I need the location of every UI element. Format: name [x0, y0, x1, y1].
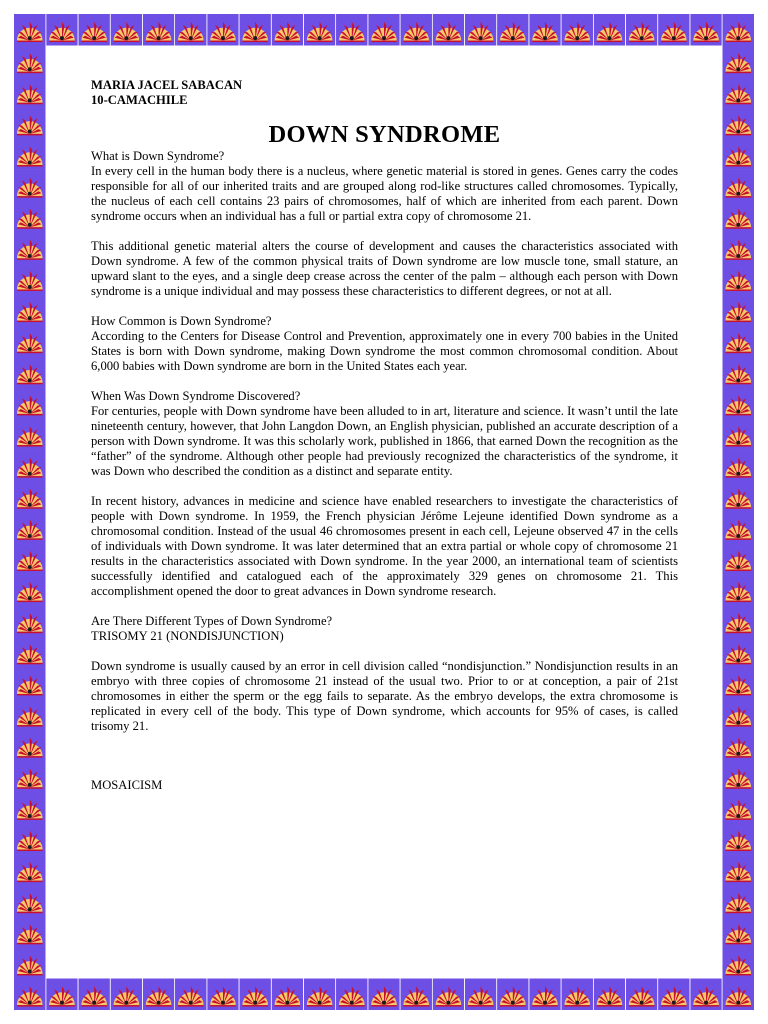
paragraph-traits: This additional genetic material alters the course of development and causes the characteristics associated with Down syndrome. A few of the common physical traits of Down syndrome are low muscle tone, small stature, an upward slant to the eyes, and a single deep crease across the center of the palm – although each person with Down syndrome is a unique individual and may possess these characteristics to different degrees, or not at all.	[91, 239, 678, 298]
heading-trisomy-21: TRISOMY 21 (NONDISJUNCTION)	[91, 629, 284, 643]
fan-flower-icon	[433, 979, 465, 1011]
fan-flower-icon	[465, 14, 497, 46]
fan-flower-icon	[529, 14, 561, 46]
fan-flower-icon	[14, 14, 46, 46]
fan-flower-icon	[14, 76, 46, 108]
fan-flower-icon	[497, 14, 529, 46]
fan-flower-icon	[723, 730, 755, 762]
document-title: DOWN SYNDROME	[268, 121, 501, 148]
fan-flower-icon	[304, 979, 336, 1011]
fan-flower-icon	[14, 761, 46, 793]
fan-flower-icon	[723, 979, 755, 1011]
fan-flower-icon	[14, 138, 46, 170]
fan-flower-icon	[14, 201, 46, 233]
fan-flower-icon	[207, 979, 239, 1011]
fan-flower-icon	[723, 512, 755, 544]
fan-flower-icon	[272, 14, 304, 46]
fan-flower-icon	[626, 14, 658, 46]
fan-flower-icon	[14, 698, 46, 730]
fan-flower-icon	[14, 636, 46, 668]
paragraph-prevalence: According to the Centers for Disease Control and Prevention, approximately one in every 700 babies in the United States is born with Down syndrome, making Down syndrome the most common chromosomal condition. About 6,000 babies with Down syndrome are born in the United States each year.	[91, 329, 678, 373]
fan-flower-icon	[336, 14, 368, 46]
fan-flower-icon	[723, 201, 755, 233]
fan-flower-icon	[465, 979, 497, 1011]
fan-flower-icon	[594, 979, 626, 1011]
fan-flower-icon	[14, 854, 46, 886]
fan-flower-icon	[658, 979, 690, 1011]
fan-flower-icon	[723, 667, 755, 699]
fan-flower-icon	[14, 481, 46, 513]
fan-flower-icon	[78, 14, 110, 46]
fan-flower-icon	[723, 76, 755, 108]
fan-flower-icon	[78, 979, 110, 1011]
fan-flower-icon	[14, 823, 46, 855]
fan-flower-icon	[723, 605, 755, 637]
question-types: Are There Different Types of Down Syndrome?	[91, 614, 333, 628]
fan-flower-icon	[111, 14, 143, 46]
fan-flower-icon	[239, 14, 271, 46]
fan-flower-icon	[14, 512, 46, 544]
document-body	[91, 78, 678, 793]
fan-flower-icon	[336, 979, 368, 1011]
fan-flower-icon	[723, 916, 755, 948]
fan-flower-icon	[143, 14, 175, 46]
question-how-common: How Common is Down Syndrome?	[91, 314, 272, 328]
fan-flower-icon	[14, 667, 46, 699]
heading-mosaicism: MOSAICISM	[91, 778, 163, 792]
fan-flower-icon	[723, 418, 755, 450]
fan-flower-icon	[14, 232, 46, 264]
fan-flower-icon	[723, 170, 755, 202]
fan-flower-icon	[14, 418, 46, 450]
fan-flower-icon	[14, 450, 46, 482]
fan-flower-icon	[723, 232, 755, 264]
fan-flower-icon	[723, 450, 755, 482]
fan-flower-icon	[368, 14, 400, 46]
fan-flower-icon	[561, 14, 593, 46]
fan-flower-icon	[368, 979, 400, 1011]
fan-flower-icon	[723, 574, 755, 606]
fan-flower-icon	[723, 107, 755, 139]
fan-flower-icon	[46, 14, 78, 46]
fan-flower-icon	[723, 356, 755, 388]
fan-flower-icon	[14, 605, 46, 637]
fan-flower-icon	[14, 387, 46, 419]
fan-flower-icon	[723, 792, 755, 824]
fan-flower-icon	[111, 979, 143, 1011]
fan-flower-icon	[723, 294, 755, 326]
fan-flower-icon	[14, 916, 46, 948]
fan-flower-icon	[175, 14, 207, 46]
fan-flower-icon	[14, 574, 46, 606]
paragraph-research: In recent history, advances in medicine and science have enabled researchers to investigate the characteristics of people with Down syndrome. In 1959, the French physician Jérôme Lejeune identified Down syndrome as a chromosomal condition. Instead of the usual 46 chromosomes present in each cell, Lejeune observed 47 in the cells of individuals with Down syndrome. It was later determined that an extra partial or whole copy of chromosome 21 results in the characteristics associated with Down syndrome. In the year 2000, an international team of scientists successfully identified and catalogued each of the approximately 329 genes on chromosome 21. This accomplishment opened the door to great advances in Down syndrome research.	[91, 494, 678, 598]
class-section: 10-CAMACHILE	[91, 93, 188, 107]
fan-flower-icon	[14, 730, 46, 762]
fan-flower-icon	[594, 14, 626, 46]
fan-flower-icon	[207, 14, 239, 46]
fan-flower-icon	[14, 885, 46, 917]
fan-flower-icon	[400, 14, 432, 46]
fan-flower-icon	[690, 979, 722, 1011]
fan-flower-icon	[239, 979, 271, 1011]
fan-flower-icon	[723, 636, 755, 668]
fan-flower-icon	[723, 14, 755, 46]
fan-flower-icon	[14, 979, 46, 1011]
fan-flower-icon	[723, 387, 755, 419]
fan-flower-icon	[14, 170, 46, 202]
fan-flower-icon	[723, 325, 755, 357]
fan-flower-icon	[690, 14, 722, 46]
fan-flower-icon	[658, 14, 690, 46]
fan-flower-icon	[723, 698, 755, 730]
fan-flower-icon	[14, 107, 46, 139]
fan-flower-icon	[14, 45, 46, 76]
paragraph-trisomy-21: Down syndrome is usually caused by an error in cell division called “nondisjunction.” Nondisjunction results in an embryo with three copies of chromosome 21 instead of the usual two. Prior to or at conception, a pair of 21st chromosomes in either the sperm or the egg fails to separate. As the embryo develops, the extra chromosome is replicated in every cell of the body. This type of Down syndrome, which accounts for 95% of cases, is called trisomy 21.	[91, 659, 678, 733]
question-what-is: What is Down Syndrome?	[91, 149, 225, 163]
fan-flower-icon	[723, 854, 755, 886]
fan-flower-icon	[14, 356, 46, 388]
fan-flower-icon	[46, 979, 78, 1011]
fan-flower-icon	[723, 45, 755, 76]
fan-flower-icon	[400, 979, 432, 1011]
fan-flower-icon	[723, 947, 755, 979]
fan-flower-icon	[14, 947, 46, 979]
fan-flower-icon	[723, 761, 755, 793]
fan-flower-icon	[433, 14, 465, 46]
fan-flower-icon	[723, 885, 755, 917]
fan-flower-icon	[723, 263, 755, 295]
fan-flower-icon	[561, 979, 593, 1011]
fan-flower-icon	[14, 543, 46, 575]
fan-flower-icon	[497, 979, 529, 1011]
fan-flower-icon	[723, 543, 755, 575]
fan-flower-icon	[143, 979, 175, 1011]
fan-flower-icon	[723, 823, 755, 855]
paragraph-definition: In every cell in the human body there is a nucleus, where genetic material is stored in genes. Genes carry the codes responsible for all of our inherited traits and are grouped along rod-like structures called chromosomes. Typically, the nucleus of each cell contains 23 pairs of chromosomes, half of which are inherited from each parent. Down syndrome occurs when an individual has a full or partial extra copy of chromosome 21.	[91, 164, 678, 223]
fan-flower-icon	[14, 792, 46, 824]
question-discovered: When Was Down Syndrome Discovered?	[91, 389, 301, 403]
fan-flower-icon	[272, 979, 304, 1011]
fan-flower-icon	[304, 14, 336, 46]
paragraph-history: For centuries, people with Down syndrome have been alluded to in art, literature and science. It wasn’t until the late nineteenth century, however, that John Langdon Down, an English physician, published an accurate description of a person with Down syndrome. It was this scholarly work, published in 1866, that earned Down the recognition as the “father” of the syndrome. Although other people had previously recognized the characteristics of the syndrome, it was Down who described the condition as a distinct and separate entity.	[91, 404, 678, 478]
fan-flower-icon	[14, 294, 46, 326]
fan-flower-icon	[723, 481, 755, 513]
fan-flower-icon	[175, 979, 207, 1011]
fan-flower-icon	[626, 979, 658, 1011]
fan-flower-icon	[723, 138, 755, 170]
fan-flower-icon	[529, 979, 561, 1011]
fan-flower-icon	[14, 263, 46, 295]
fan-flower-icon	[14, 325, 46, 357]
author-name: MARIA JACEL SABACAN	[91, 78, 243, 92]
